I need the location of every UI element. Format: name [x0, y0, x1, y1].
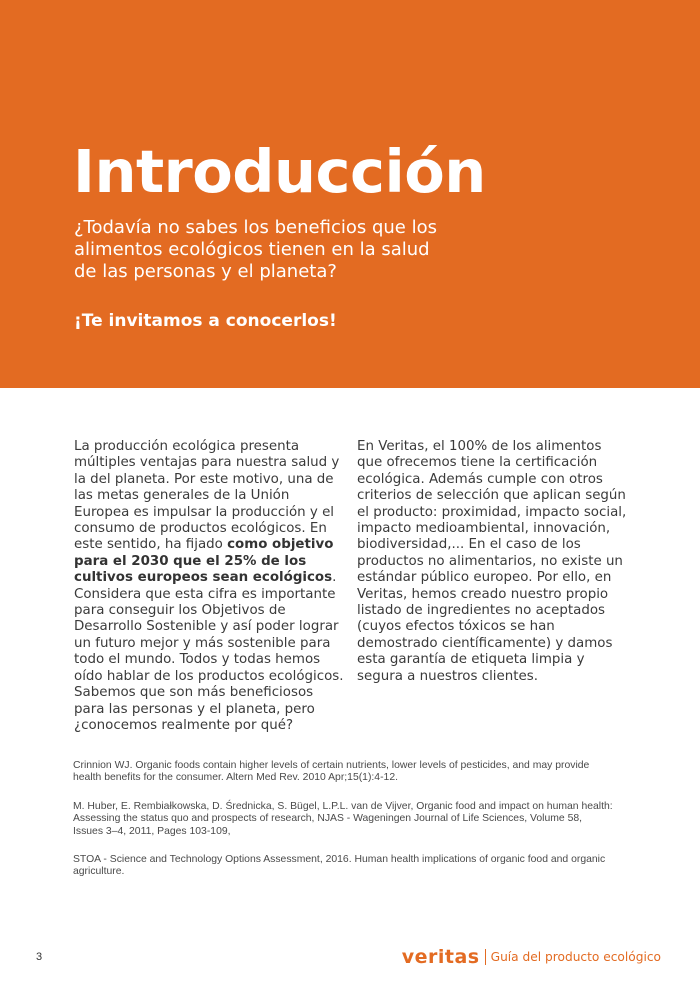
reference-item: Crinnion WJ. Organic foods contain higher levels of certain nutrients, lower levels of pesticides, and may provide health benefits for the consumer. Altern Med Rev. 2010 Apr;15(1):4-12.	[73, 760, 590, 784]
footer-brand	[402, 947, 661, 967]
body-paragraph-right: En Veritas, el 100% de los alimentos que ofrecemos tiene la certificación ecológica. Además cumple con otros criterios de selección que aplican según el producto: proximidad, impacto social, impacto medioambiental, innovación, biodiversidad,... En el caso de los productos no alimentarios, no existe un estándar público europeo. Por ello, en Veritas, hemos creado nuestro propio listado de ingredientes no aceptados (cuyos efectos tóxicos se han demostrado científicamente) y damos esta garantía de etiqueta limpia y segura a nuestros clientes.	[357, 439, 627, 684]
hero-callout: ¡Te invitamos a conocerlos!	[74, 311, 337, 331]
body-left-highlight: como objetivo para el 2030 que el 25% de los cultivos europeos sean ecológicos	[74, 537, 334, 586]
body-paragraph-left	[74, 439, 346, 734]
footer-divider	[485, 949, 486, 965]
reference-item: M. Huber, E. Rembiałkowska, D. Średnicka, S. Bügel, L.P.L. van de Vijver, Organic food and impact on human health: Assessing the status quo and prospects of research, NJAS - Wageningen Journal of Life Sciences, Volume 58, Issues 3–4, 2011, Pages 103-109,	[73, 800, 613, 837]
page-title: Introducción	[73, 137, 486, 206]
body-column-right	[357, 439, 629, 685]
references	[73, 760, 613, 895]
body-left-intro: La producción ecológica presenta múltiples ventajas para nuestra salud y la del planeta. Por este motivo, una de las metas generales de la Unión Europea es impulsar la producción y el consumo de productos ecológicos. En este sentido, ha fijado	[74, 439, 340, 553]
reference-item: STOA - Science and Technology Options Assessment, 2016. Human health implications of organic food and organic agriculture.	[73, 854, 606, 878]
body-left-rest: . Considera que esta cifra es importante para conseguir los Objetivos de Desarrollo Sostenible y así poder lograr un futuro mejor y más sostenible para todo el mundo. Todos y todas hemos oído hablar de los productos ecológicos. Sabemos que son más beneficiosos para las personas y el planeta, pero ¿conocemos realmente por qué?	[74, 570, 344, 733]
guide-title: Guía del producto ecológico	[490, 950, 661, 964]
page-number: 3	[36, 951, 43, 963]
body-column-left	[74, 439, 346, 734]
hero-subtitle: ¿Todavía no sabes los beneficios que los alimentos ecológicos tienen en la salud de las personas y el planeta?	[74, 217, 437, 282]
brand-logo: veritas	[401, 946, 480, 968]
hero-banner	[0, 0, 700, 388]
